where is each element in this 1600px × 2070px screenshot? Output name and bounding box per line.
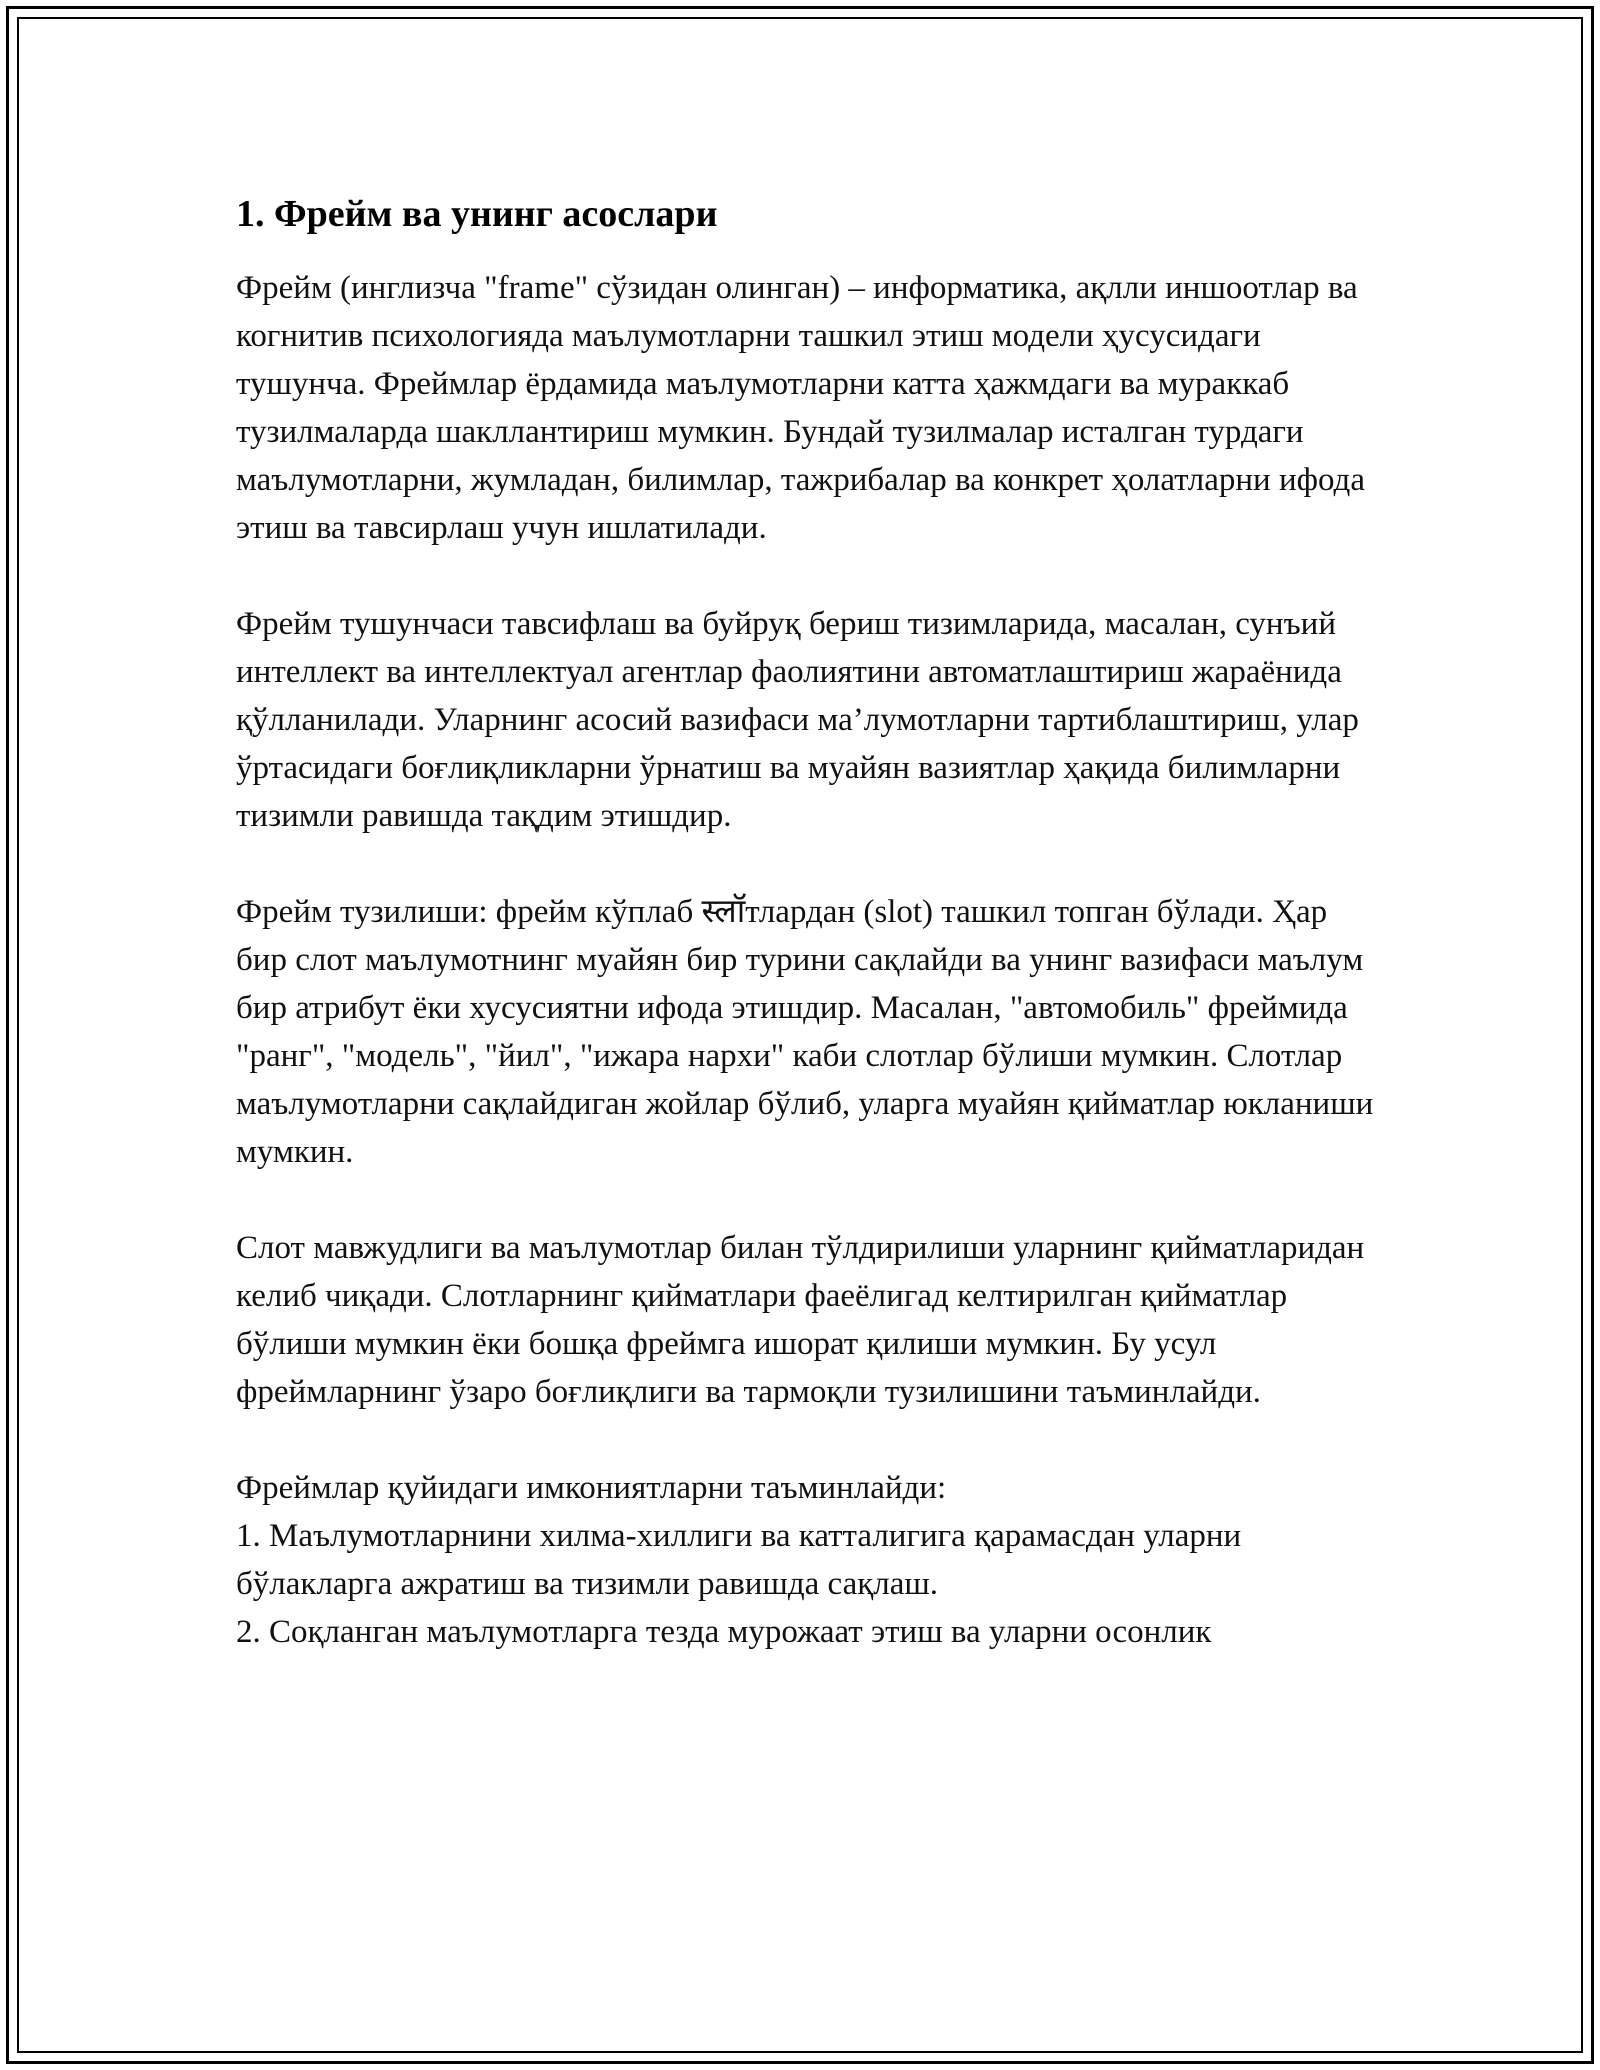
paragraph: Слот мавжудлиги ва маълумотлар билан тўлдирилиши уларнинг қийматларидан келиб чиқади. Слотларнинг қийматлари фаеёлигад келтирилган қийматлар бўлиши мумкин ёки бошқа фреймга ишорат қилиши мумкин. Бу усул фреймларнинг ўзаро боғлиқлиги ва тармоқли тузилишини таъминлайди. [236,1230,1365,1410]
document-body [236,186,1386,1656]
section-heading: 1. Фрейм ва унинг асослари [236,193,718,235]
list-intro: Фреймлар қуйидаги имкониятларни таъминлайди: [236,1470,947,1506]
paragraph: Фрейм тузилиши: фрейм кўплаб स्लॉтлардан (slot) ташкил топган бўлади. Ҳар бир слот маълумотнинг муайян бир турини сақлайди ва унинг вазифаси маълум бир атрибут ёки хусусиятни ифода этишдир. Масалан, "автомобиль" фреймида "ранг", "модель", "йил", "ижара нархи" каби слотлар бўлиши мумкин. Слотлар маълумотларни сақлайдиган жойлар бўлиб, уларга муайян қийматлар юкланиши мумкин. [236,894,1374,1170]
list-item: 1. Маълумотларнини хилма-хиллиги ва катталигига қарамасдан уларни бўлакларга ажратиш ва тизимли равишда сақлаш. [236,1518,1242,1602]
paragraph: Фрейм тушунчаси тавсифлаш ва буйруқ бериш тизимларида, масалан, сунъий интеллект ва интеллектуал агентлар фаолиятини автоматлаштириш жараёнида қўлланилади. Уларнинг асосий вазифаси ма’лумотларни тартиблаштириш, улар ўртасидаги боғлиқликларни ўрнатиш ва муайян вазиятлар ҳақида билимларни тизимли равишда тақдим этишдир. [236,606,1359,834]
paragraph: Фрейм (инглизча "frame" сўзидан олинган) – информатика, ақлли иншоотлар ва когнитив психологияда маълумотларни ташкил этиш модели ҳусусидаги тушунча. Фреймлар ёрдамида маълумотларни катта ҳажмдаги ва мураккаб тузилмаларда шакллантириш мумкин. Бундай тузилмалар исталган турдаги маълумотларни, жумладан, билимлар, тажрибалар ва конкрет ҳолатларни ифода этиш ва тавсирлаш учун ишлатилади. [236,270,1365,546]
list-item: 2. Соқланган маълумотларга тезда мурожаат этиш ва уларни осонлик [236,1614,1212,1650]
